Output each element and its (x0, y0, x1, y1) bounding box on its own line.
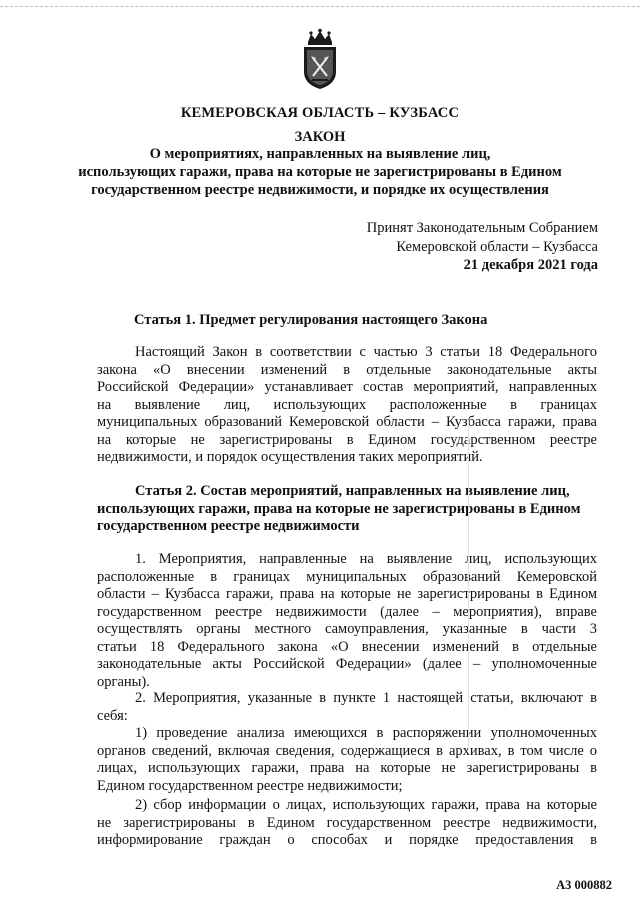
text-line: области – Кузбасса гаражи, права на которые не зарегистрированы в Едином (97, 586, 597, 602)
law-title-line: государственном реестре недвижимости, и порядке их осуществления (91, 182, 549, 198)
text-line: расположенные в границах муниципальных образований Кемеровской (97, 568, 597, 585)
article-2-item-1 (97, 725, 597, 795)
page-top-border (0, 6, 640, 7)
kuzbass-coat-of-arms-icon (299, 28, 341, 90)
text-line: Едином государственном реестре недвижимости; (97, 777, 403, 794)
article-2-paragraph-1 (97, 551, 597, 691)
text-line: 2) сбор информации о лицах, использующих гаражи, права на которые (135, 797, 597, 813)
adoption-line: Кемеровской области – Кузбасса (396, 238, 598, 255)
text-line: себя: (97, 707, 128, 724)
text-line: 2. Мероприятия, указанные в пункте 1 настоящей статьи, включают в (135, 690, 597, 706)
text-line: не зарегистрированы в Едином государственном реестре недвижимости, (97, 814, 597, 831)
text-line: недвижимости, и порядок осуществления таких мероприятий. (97, 449, 483, 465)
heading-line: использующих гаражи, права на которые не зарегистрированы в Едином (97, 500, 581, 517)
text-line: лицах, использующих гаражи, права на которые не зарегистрированы в (97, 760, 597, 776)
adoption-date: 21 декабря 2021 года (463, 257, 598, 273)
scan-fold-line (468, 420, 469, 750)
adoption-block (367, 219, 598, 275)
text-line: закона «О внесении изменений в отдельные законодательные акты (97, 361, 597, 378)
law-title (60, 145, 580, 199)
region-title: КЕМЕРОВСКАЯ ОБЛАСТЬ – КУЗБАСС (180, 105, 460, 121)
text-line: на выявление лиц, использующих расположенные в границах (97, 396, 597, 413)
text-line: Настоящий Закон в соответствии с частью 3 статьи 18 Федерального (135, 344, 597, 360)
form-serial-number: А3 000882 (556, 878, 612, 892)
adoption-line: Принят Законодательным Собранием (366, 220, 598, 236)
heading-line: Статья 2. Состав мероприятий, направленных на выявление лиц, (135, 483, 570, 499)
law-title-line: О мероприятиях, направленных на выявление лиц, (149, 146, 491, 162)
text-line: законодательные акты Российской Федерации» (далее – уполномоченные (97, 656, 597, 672)
article-2-paragraph-2 (97, 690, 597, 725)
text-line: осуществлять органы местного самоуправления, указанные в части 3 (97, 621, 597, 637)
text-line: органов сведений, включая сведения, содержащиеся в архивах, в том числе о (97, 742, 597, 759)
article-2-heading (97, 483, 597, 536)
law-title-line: использующих гаражи, права на которые не зарегистрированы в Едином (78, 164, 562, 180)
text-line: муниципальных образований Кемеровской области – Кузбасса гаражи, права (97, 414, 597, 430)
text-line: статьи 18 Федерального закона «О внесении изменений в отдельные (97, 638, 597, 655)
text-line: 1) проведение анализа имеющихся в распоряжении уполномоченных (135, 725, 597, 741)
text-line: информирование граждан о способах и порядке предоставления в (97, 832, 597, 848)
article-1-heading: Статья 1. Предмет регулирования настоящего Закона (134, 312, 488, 328)
text-line: 1. Мероприятия, направленные на выявление лиц, использующих (135, 551, 597, 567)
text-line: государственном реестре недвижимости (далее – мероприятия), вправе (97, 603, 597, 620)
text-line: органы). (97, 673, 150, 690)
document-type: ЗАКОН (294, 129, 346, 145)
text-line: на которые не зарегистрированы в Едином государственном реестре (97, 431, 597, 448)
article-1-body (97, 344, 597, 467)
article-2-item-2 (97, 797, 597, 850)
heading-line: государственном реестре недвижимости (97, 518, 360, 534)
text-line: Российской Федерации» устанавливает состав мероприятий, направленных (97, 379, 597, 395)
